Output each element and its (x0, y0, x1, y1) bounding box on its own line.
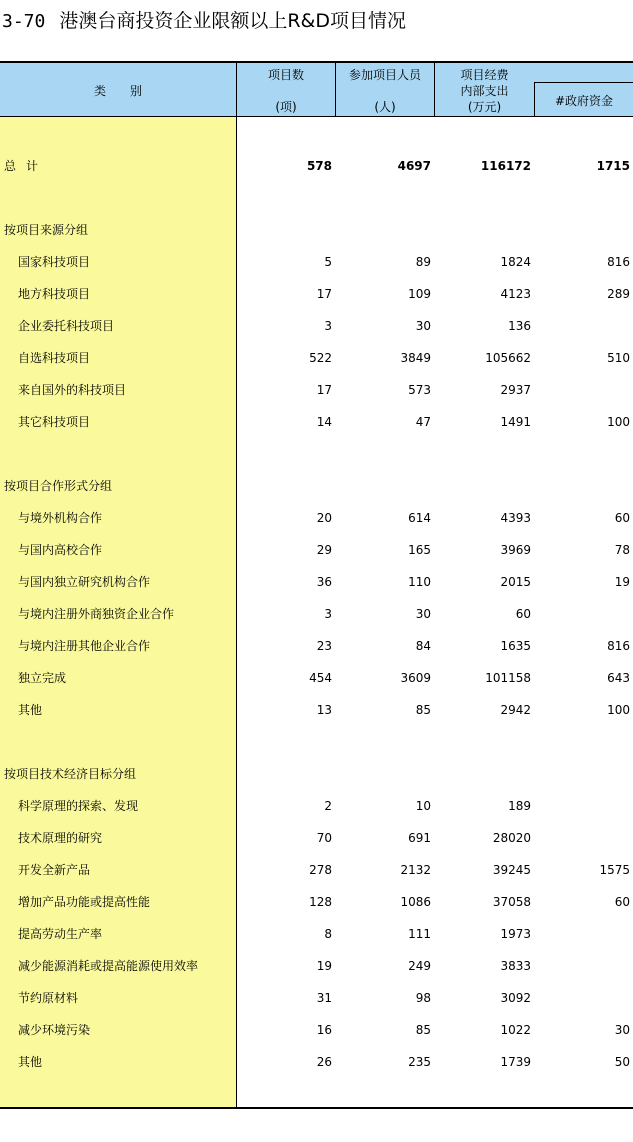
row-label: 总计 (4, 159, 49, 173)
row-label: 按项目合作形式分组 (4, 479, 113, 493)
cell-gov-funds: 19 (614, 575, 630, 589)
group-heading-row (0, 476, 633, 496)
row-label: 其它科技项目 (18, 415, 91, 429)
cell-personnel: 165 (408, 543, 431, 557)
cell-personnel: 3609 (400, 671, 431, 685)
row-label: 自选科技项目 (18, 351, 91, 365)
cell-projects: 23 (316, 639, 332, 653)
cell-personnel: 691 (408, 831, 431, 845)
cell-expenditure: 28020 (492, 831, 531, 845)
row-label: 技术原理的研究 (18, 831, 103, 845)
cell-projects: 2 (324, 799, 332, 813)
row-label: 与境外机构合作 (18, 511, 103, 525)
table-row (0, 412, 633, 432)
cell-gov-funds: 100 (607, 415, 630, 429)
cell-gov-funds: 78 (614, 543, 630, 557)
row-label: 与国内独立研究机构合作 (18, 575, 151, 589)
cell-expenditure: 2937 (500, 383, 531, 397)
group-heading-row (0, 220, 633, 240)
table-row (0, 636, 633, 656)
cell-expenditure: 1635 (500, 639, 531, 653)
cell-expenditure: 1824 (500, 255, 531, 269)
table-row (0, 860, 633, 880)
cell-expenditure: 1973 (500, 927, 531, 941)
table-row (0, 604, 633, 624)
cell-expenditure: 4123 (500, 287, 531, 301)
cell-personnel: 4697 (397, 159, 431, 173)
cell-projects: 14 (316, 415, 332, 429)
cell-gov-funds: 60 (614, 511, 630, 525)
cell-projects: 20 (316, 511, 332, 525)
cell-gov-funds: 816 (607, 639, 630, 653)
cell-personnel: 85 (415, 703, 431, 717)
table-row (0, 284, 633, 304)
table-row (0, 252, 633, 272)
table-row (0, 572, 633, 592)
cell-personnel: 1086 (400, 895, 431, 909)
table-row (0, 380, 633, 400)
table-row (0, 828, 633, 848)
cell-projects: 128 (309, 895, 332, 909)
table-title: 港澳台商投资企业限额以上R&D项目情况 (59, 10, 407, 32)
header-col3-line2: 内部支出 (460, 84, 509, 98)
cell-gov-funds: 100 (607, 703, 630, 717)
row-label: 与境内注册外商独资企业合作 (18, 607, 175, 621)
cell-projects: 3 (324, 607, 332, 621)
cell-expenditure: 2015 (500, 575, 531, 589)
cell-expenditure: 2942 (500, 703, 531, 717)
cell-personnel: 30 (415, 607, 431, 621)
cell-projects: 26 (316, 1055, 332, 1069)
row-label: 提高劳动生产率 (18, 927, 103, 941)
cell-projects: 278 (309, 863, 332, 877)
cell-projects: 16 (316, 1023, 332, 1037)
row-label: 其他 (18, 703, 43, 717)
cell-expenditure: 39245 (492, 863, 531, 877)
cell-gov-funds: 1575 (599, 863, 630, 877)
row-label: 按项目技术经济目标分组 (4, 767, 137, 781)
cell-projects: 36 (316, 575, 332, 589)
header-col1-title: 项目数 (267, 68, 304, 82)
table-number: 3-70 (2, 11, 46, 32)
cell-expenditure: 3833 (500, 959, 531, 973)
table-row (0, 316, 633, 336)
cell-expenditure: 3969 (500, 543, 531, 557)
cell-expenditure: 189 (508, 799, 531, 813)
cell-gov-funds: 1715 (596, 159, 630, 173)
row-label: 与国内高校合作 (18, 543, 103, 557)
bottom-rule (0, 1107, 633, 1109)
table-row (0, 1020, 633, 1040)
header-subrule (534, 82, 633, 83)
cell-gov-funds: 510 (607, 351, 630, 365)
row-label: 增加产品功能或提高性能 (18, 895, 151, 909)
cell-personnel: 573 (408, 383, 431, 397)
cell-expenditure: 60 (515, 607, 531, 621)
table-row (0, 508, 633, 528)
group-heading-row (0, 764, 633, 784)
cell-personnel: 249 (408, 959, 431, 973)
cell-gov-funds: 30 (614, 1023, 630, 1037)
row-label: 国家科技项目 (18, 255, 91, 269)
cell-personnel: 109 (408, 287, 431, 301)
header-col4-title: #政府资金 (554, 94, 614, 108)
row-label: 独立完成 (18, 671, 67, 685)
row-label: 按项目来源分组 (4, 223, 89, 237)
row-label: 减少环境污染 (18, 1023, 91, 1037)
cell-projects: 29 (316, 543, 332, 557)
row-label: 开发全新产品 (18, 863, 91, 877)
cell-personnel: 47 (415, 415, 431, 429)
table-row (0, 1052, 633, 1072)
cell-gov-funds: 816 (607, 255, 630, 269)
row-label: 其他 (18, 1055, 43, 1069)
cell-expenditure: 116172 (480, 159, 531, 173)
page-title (2, 6, 406, 33)
cell-projects: 3 (324, 319, 332, 333)
cell-projects: 31 (316, 991, 332, 1005)
table-row (0, 668, 633, 688)
cell-personnel: 2132 (400, 863, 431, 877)
cell-personnel: 10 (415, 799, 431, 813)
header-col1-unit: (项) (275, 100, 297, 114)
cell-expenditure: 4393 (500, 511, 531, 525)
cell-projects: 5 (324, 255, 332, 269)
cell-personnel: 98 (415, 991, 431, 1005)
table-row (0, 892, 633, 912)
cell-expenditure: 1491 (500, 415, 531, 429)
cell-personnel: 89 (415, 255, 431, 269)
cell-projects: 8 (324, 927, 332, 941)
total-row (0, 156, 633, 176)
cell-projects: 19 (316, 959, 332, 973)
table-row (0, 700, 633, 720)
cell-personnel: 3849 (400, 351, 431, 365)
header-col2-unit: (人) (374, 100, 396, 114)
cell-personnel: 84 (415, 639, 431, 653)
cell-projects: 522 (309, 351, 332, 365)
cell-projects: 17 (316, 287, 332, 301)
cell-personnel: 30 (415, 319, 431, 333)
cell-personnel: 111 (408, 927, 431, 941)
cell-gov-funds: 50 (614, 1055, 630, 1069)
table-row (0, 956, 633, 976)
cell-projects: 454 (309, 671, 332, 685)
cell-projects: 17 (316, 383, 332, 397)
cell-gov-funds: 289 (607, 287, 630, 301)
header-category: 类 别 (93, 84, 142, 98)
cell-expenditure: 105662 (485, 351, 531, 365)
table-row (0, 988, 633, 1008)
table-row (0, 540, 633, 560)
row-label: 减少能源消耗或提高能源使用效率 (18, 959, 199, 973)
cell-expenditure: 1739 (500, 1055, 531, 1069)
row-label: 节约原材料 (18, 991, 79, 1005)
row-label: 地方科技项目 (18, 287, 91, 301)
table-row (0, 924, 633, 944)
header-col2-title: 参加项目人员 (348, 68, 421, 82)
cell-projects: 578 (306, 159, 332, 173)
row-label: 科学原理的探索、发现 (18, 799, 139, 813)
row-label: 来自国外的科技项目 (18, 383, 127, 397)
cell-expenditure: 101158 (485, 671, 531, 685)
table-row (0, 796, 633, 816)
row-label: 企业委托科技项目 (18, 319, 115, 333)
cell-projects: 13 (316, 703, 332, 717)
cell-personnel: 614 (408, 511, 431, 525)
cell-projects: 70 (316, 831, 332, 845)
cell-personnel: 85 (415, 1023, 431, 1037)
header-col3-unit: (万元) (467, 100, 502, 114)
cell-gov-funds: 60 (614, 895, 630, 909)
cell-expenditure: 1022 (500, 1023, 531, 1037)
cell-personnel: 110 (408, 575, 431, 589)
row-label: 与境内注册其他企业合作 (18, 639, 151, 653)
cell-expenditure: 37058 (492, 895, 531, 909)
header-col3-line1: 项目经费 (460, 68, 509, 82)
table-row (0, 348, 633, 368)
cell-expenditure: 136 (508, 319, 531, 333)
cell-gov-funds: 643 (607, 671, 630, 685)
cell-expenditure: 3092 (500, 991, 531, 1005)
cell-personnel: 235 (408, 1055, 431, 1069)
